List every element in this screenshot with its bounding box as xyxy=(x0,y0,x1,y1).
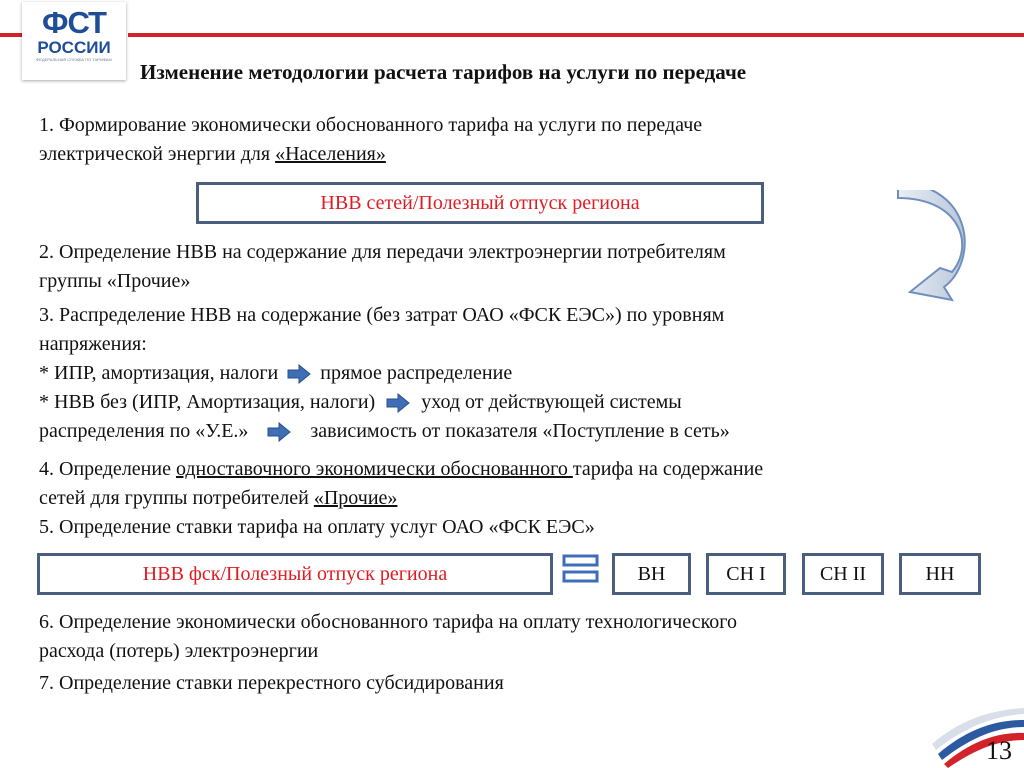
slide-title: Изменение методологии расчета тарифов на услуги по передаче xyxy=(140,60,747,84)
item-3-bullet-3 xyxy=(39,417,730,446)
item-1-text: электрической энергии для xyxy=(39,143,276,165)
population-link: «Населения» xyxy=(275,143,386,165)
item-3-line-2: напряжения: xyxy=(39,333,147,355)
level-box-sn1: СН I xyxy=(706,553,786,595)
item-3-line-1: 3. Распределение НВВ на содержание (без затрат ОАО «ФСК ЕЭС») по уровням xyxy=(39,304,725,326)
item-6-line-1: 6. Определение экономически обоснованного тарифа на оплату технологического xyxy=(39,611,737,633)
bullet-1-right: прямое распределение xyxy=(320,362,513,384)
bullet-2-left: * НВВ без (ИПР, Амортизация, налоги) xyxy=(39,391,376,413)
item-4-line-2-text: сетей для группы потребителей xyxy=(39,487,314,509)
level-box-vn: ВН xyxy=(612,553,691,595)
curved-arrow-icon xyxy=(880,190,980,305)
item-1-line-2 xyxy=(39,140,702,169)
logo-line-1: ФСТ xyxy=(41,5,106,40)
item-4 xyxy=(39,455,763,513)
item-7: 7. Определение ставки перекрестного субсидирования xyxy=(39,672,504,694)
equals-icon xyxy=(562,554,600,584)
item-4-prefix: 4. Определение xyxy=(39,458,176,480)
header-red-line xyxy=(128,33,1024,37)
nvv-networks-box: НВВ сетей/Полезный отпуск региона xyxy=(196,182,764,224)
level-box-nn: НН xyxy=(899,553,981,595)
item-3 xyxy=(39,301,730,446)
bullet-3-left: распределения по «У.Е.» xyxy=(39,420,249,442)
others-link: «Прочие» xyxy=(313,487,398,509)
item-1-line-1: 1. Формирование экономически обоснованного тарифа на услуги по передаче xyxy=(39,114,703,136)
header-red-line-left xyxy=(0,33,22,37)
item-4-suffix: тарифа на содержание xyxy=(572,458,764,480)
item-2 xyxy=(39,238,726,296)
item-6 xyxy=(39,608,737,666)
bullet-1-left: * ИПР, амортизация, налоги xyxy=(39,362,279,384)
item-4-underlined: одноставочного экономически обоснованного xyxy=(175,458,573,480)
item-3-bullet-2 xyxy=(39,388,730,417)
item-1 xyxy=(39,111,702,169)
nvv-fsk-box: НВВ фск/Полезный отпуск региона xyxy=(37,553,553,595)
bullet-2-right: уход от действующей системы xyxy=(421,391,682,413)
item-4-line-1 xyxy=(39,455,763,484)
arrow-right-icon xyxy=(287,364,311,384)
item-5: 5. Определение ставки тарифа на оплату услуг ОАО «ФСК ЕЭС» xyxy=(39,516,595,538)
arrow-right-icon xyxy=(267,422,291,442)
item-4-line-2 xyxy=(39,484,763,513)
item-6-line-2: расхода (потерь) электроэнергии xyxy=(39,640,319,662)
logo-line-2: РОССИИ xyxy=(37,38,111,57)
level-box-sn2: СН II xyxy=(802,553,884,595)
item-2-line-1: 2. Определение НВВ на содержание для передачи электроэнергии потребителям xyxy=(39,241,726,263)
item-3-bullet-1 xyxy=(39,359,730,388)
item-2-line-2: группы «Прочие» xyxy=(39,270,191,292)
page-number: 13 xyxy=(986,736,1012,765)
fst-logo xyxy=(22,2,126,80)
bullet-3-right: зависимость от показателя «Поступление в сеть» xyxy=(310,420,730,442)
arrow-right-icon xyxy=(386,393,410,413)
logo-line-3: ФЕДЕРАЛЬНАЯ СЛУЖБА ПО ТАРИФАМ xyxy=(36,57,112,62)
